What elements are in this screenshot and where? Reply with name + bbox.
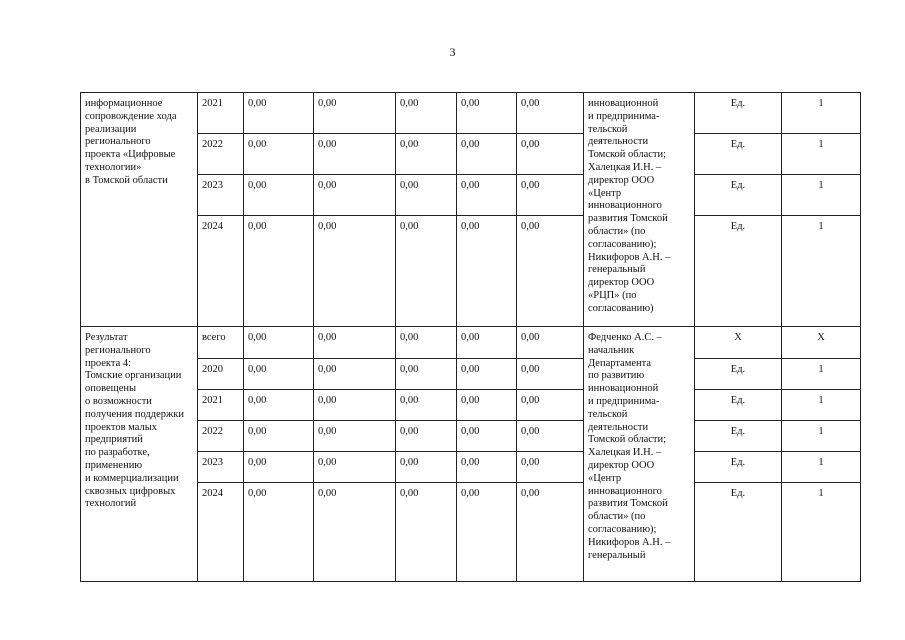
- table-row: [81, 93, 861, 134]
- value-cell: 0,00: [517, 327, 584, 359]
- indicator-cell: X: [782, 327, 861, 359]
- value-cell: 0,00: [244, 483, 314, 582]
- table-row: [81, 452, 861, 483]
- value-cell: 0,00: [244, 359, 314, 390]
- indicator-cell: 1: [782, 452, 861, 483]
- year-cell: 2021: [198, 93, 244, 134]
- value-cell: 0,00: [314, 390, 396, 421]
- value-cell: 0,00: [244, 134, 314, 175]
- project-table: [80, 92, 861, 582]
- value-cell: 0,00: [244, 390, 314, 421]
- value-cell: 0,00: [314, 216, 396, 327]
- table-row: [81, 216, 861, 327]
- value-cell: 0,00: [396, 327, 457, 359]
- value-cell: 0,00: [314, 483, 396, 582]
- year-cell: 2021: [198, 390, 244, 421]
- value-cell: 0,00: [314, 134, 396, 175]
- unit-cell: Ед.: [695, 359, 782, 390]
- value-cell: 0,00: [314, 175, 396, 216]
- page-number: 3: [449, 45, 456, 59]
- unit-cell: Ед.: [695, 93, 782, 134]
- value-cell: 0,00: [396, 483, 457, 582]
- value-cell: 0,00: [314, 421, 396, 452]
- unit-cell: Ед.: [695, 421, 782, 452]
- value-cell: 0,00: [517, 390, 584, 421]
- responsible-persons: инновационной и предпринима- тельской деятельности Томской области; Халецкая И.Н. – директор ООО «Центр инновационного развития Томской области» (по согласованию); Никифоров А.Н. – генеральный директор ООО «РЦП» (по согласованию): [584, 93, 695, 327]
- value-cell: 0,00: [314, 359, 396, 390]
- unit-cell: Ед.: [695, 216, 782, 327]
- table-row: [81, 175, 861, 216]
- value-cell: 0,00: [396, 390, 457, 421]
- value-cell: 0,00: [244, 93, 314, 134]
- value-cell: 0,00: [314, 452, 396, 483]
- value-cell: 0,00: [457, 390, 517, 421]
- table-row: [81, 134, 861, 175]
- result-description: информационное сопровождение хода реализации регионального проекта «Цифровые технологии» в Томской области: [81, 93, 198, 327]
- table-row: [81, 483, 861, 582]
- responsible-persons: Федченко А.С. – начальник Департамента по развитию инновационной и предпринима- тельской деятельности Томской области; Халецкая И.Н. – директор ООО «Центр инновационного развития Томской области» (по согласованию); Никифоров А.Н. – генеральный: [584, 327, 695, 582]
- value-cell: 0,00: [457, 175, 517, 216]
- table-row: [81, 327, 861, 359]
- value-cell: 0,00: [517, 216, 584, 327]
- indicator-cell: 1: [782, 359, 861, 390]
- value-cell: 0,00: [457, 452, 517, 483]
- value-cell: 0,00: [517, 93, 584, 134]
- year-cell: 2022: [198, 421, 244, 452]
- indicator-cell: 1: [782, 421, 861, 452]
- unit-cell: Ед.: [695, 134, 782, 175]
- value-cell: 0,00: [244, 327, 314, 359]
- indicator-cell: 1: [782, 216, 861, 327]
- unit-cell: Ед.: [695, 390, 782, 421]
- value-cell: 0,00: [396, 452, 457, 483]
- value-cell: 0,00: [517, 175, 584, 216]
- value-cell: 0,00: [396, 421, 457, 452]
- value-cell: 0,00: [314, 93, 396, 134]
- indicator-cell: 1: [782, 390, 861, 421]
- indicator-cell: 1: [782, 175, 861, 216]
- value-cell: 0,00: [517, 452, 584, 483]
- indicator-cell: 1: [782, 134, 861, 175]
- value-cell: 0,00: [457, 216, 517, 327]
- value-cell: 0,00: [396, 93, 457, 134]
- value-cell: 0,00: [457, 359, 517, 390]
- year-cell: 2020: [198, 359, 244, 390]
- unit-cell: Ед.: [695, 483, 782, 582]
- indicator-cell: 1: [782, 93, 861, 134]
- value-cell: 0,00: [457, 421, 517, 452]
- value-cell: 0,00: [517, 421, 584, 452]
- value-cell: 0,00: [396, 359, 457, 390]
- value-cell: 0,00: [396, 216, 457, 327]
- value-cell: 0,00: [457, 134, 517, 175]
- value-cell: 0,00: [457, 327, 517, 359]
- year-cell: 2023: [198, 175, 244, 216]
- indicator-cell: 1: [782, 483, 861, 582]
- year-cell: 2024: [198, 216, 244, 327]
- unit-cell: X: [695, 327, 782, 359]
- value-cell: 0,00: [517, 359, 584, 390]
- value-cell: 0,00: [314, 327, 396, 359]
- value-cell: 0,00: [396, 134, 457, 175]
- value-cell: 0,00: [517, 483, 584, 582]
- table-row: [81, 390, 861, 421]
- table-row: [81, 359, 861, 390]
- value-cell: 0,00: [457, 93, 517, 134]
- unit-cell: Ед.: [695, 452, 782, 483]
- value-cell: 0,00: [244, 216, 314, 327]
- year-cell: 2022: [198, 134, 244, 175]
- value-cell: 0,00: [244, 421, 314, 452]
- value-cell: 0,00: [457, 483, 517, 582]
- value-cell: 0,00: [244, 452, 314, 483]
- value-cell: 0,00: [244, 175, 314, 216]
- year-cell: всего: [198, 327, 244, 359]
- value-cell: 0,00: [396, 175, 457, 216]
- result-description: Результат регионального проекта 4: Томские организации оповещены о возможности получения поддержки проектов малых предприятий по разработке, применению и коммерциализации сквозных цифровых технологий: [81, 327, 198, 582]
- year-cell: 2024: [198, 483, 244, 582]
- year-cell: 2023: [198, 452, 244, 483]
- unit-cell: Ед.: [695, 175, 782, 216]
- value-cell: 0,00: [517, 134, 584, 175]
- table-row: [81, 421, 861, 452]
